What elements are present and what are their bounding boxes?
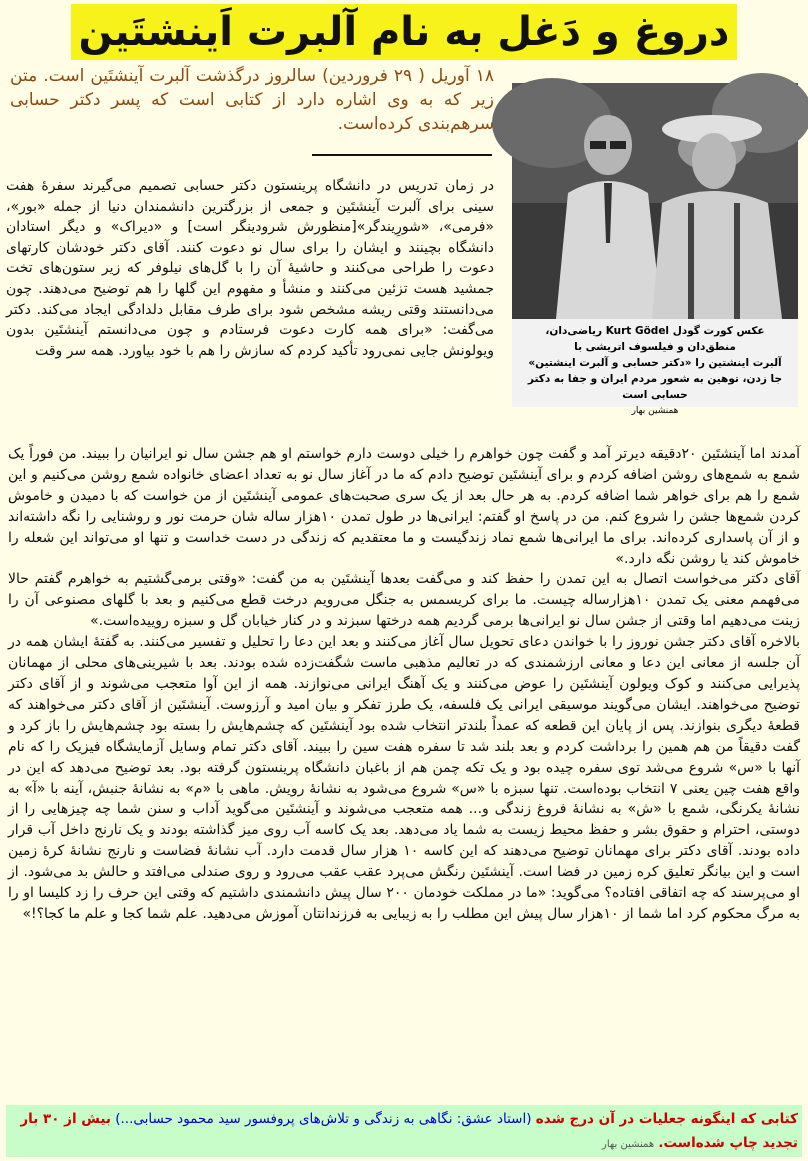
photo-of-godel-and-einstein — [512, 83, 798, 416]
caption-line-1: عکس کورت گودل Kurt Gödel ریاضی‌دان، — [545, 325, 765, 337]
caption-line-3: آلبرت اینشتین را «دکتر حسابی و آلبرت اینشتین» — [528, 357, 782, 369]
footer-note — [6, 1105, 802, 1157]
divider-rule — [312, 154, 492, 156]
intro-paragraph: ۱۸ آوریل ( ۲۹ فروردین) سالروز درگذشت آلبرت آینشتَین است. متن زیر که به وی اشاره دارد از کتابی است که پسر دکتر حسابی سرهم‌بندی کرده‌است. — [10, 66, 494, 134]
footer-signature: همنشین بهار — [602, 1139, 655, 1150]
body-paragraph-3: آقای دکتر می‌خواست اتصال به این تمدن را حفظ کند و می‌گفت بعدها آینشتَین به من گفت: «وقتی برمی‌گشتیم به خواهرم گفتم حالا می‌فهمم معنی یک تمدن ۱۰هزارساله چیست. ما برای کریسمس به جنگل می‌رویم درخت قطع می‌کنیم و بعد با گلهای مصنوعی آن را زینت می‌دهیم اما وقتی از جشن سال نو ایرانی‌ها برمی گردیم همه درختها سبزند و در کنار خیابان گل و سبزه روییده‌است.» — [8, 571, 800, 630]
footer-book-title: (استاد عشق: نگاهی به زندگی و تلاش‌های پروفسور سید محمود حسابی...) — [115, 1111, 532, 1127]
page-title: دروغ و دَغل به نام آلبرت اَینشتَین — [71, 4, 738, 60]
photo-caption — [512, 319, 798, 416]
footer-text-2: بیش از ۳۰ بار تجدید چاپ شده‌است. — [20, 1111, 798, 1151]
caption-signature: همنشین بهار — [631, 406, 679, 416]
caption-line-2: منطق‌دان و فیلسوف اتریشی با — [574, 341, 736, 353]
body-paragraph-4: بالاخره آقای دکتر جشن نوروز را با خواندن دعای تحویل سال آغاز می‌کنند و بعد این دعا را تحلیل و تفسیر می‌کنند. به گفتهٔ ایشان همه در آن جلسه از معانی این دعا و معانی ارزشمندی که در تعالیم مذهبی ماست شگفت‌زده شده بودند. بعد با شیرینی‌های محلی از مهمانان پذیرایی می‌کنند و کوک ویولون آینشتَین را عوض می‌کنند و یک آهنگ ایرانی می‌نوازند. همه از این آوا متعجب می‌شوند و از آقای دکتر توضیح می‌خواهند. ایشان می‌گویند موسیقی ایرانی یک فلسفه، یک طرز تفکر و بیان امید و آرزوست. آینشتَین از آقای دکتر می‌خواهند که قطعهٔ دیگری بنوازند. پس از پایان این قطعه که عمداً بلندتر انتخاب شده بود آینشتَین که چشم‌هایش را بسته بود چشم‌هایش را باز کرد و گفت دقیقاً من هم همین را برداشت کردم و بعد بلند شد تا سفره هفت سین را ببیند. آقای دکتر تمام وسایل آزمایشگاه فیزیک را که نام آنها با «س» شروع می‌شد توی سفره چیده بود و یک تکه چمن هم از باغبان دانشگاه پرینستون گرفته بود. بعد توضیح می‌دهد که این در واقع هفت چین یعنی ۷ انتخاب بوده‌است. تنها سبزه با «س» شروع می‌شود به نشانهٔ رویش. ماهی با «م» به نشانهٔ جنبش، آینه با «آ» به نشانهٔ یکرنگی، شمع با «ش» به نشانهٔ فروغ زندگی و... همه متعجب می‌شوند و آینشتَین می‌گوید آداب و سنن شما چه چیزهایی را از دوستی، احترام و حقوق بشر و حفظ محیط زیست به شما یاد می‌دهد. بعد یک کاسه آب روی میز گذاشته بودند و یک نارنج داخل آب قرار داده بودند. آقای دکتر برای مهمانان توضیح می‌دهند که این کاسه ۱۰ هزار سال قدمت دارد. آب نشانهٔ فضاست و نارنج نشانهٔ کرهٔ زمین است و این بیانگر تعلیق کره زمین در فضا است. آینشتَین رنگش می‌پرد عقب عقب می‌رود و روی صندلی می‌افتد و حالش بد می‌شود. از او می‌پرسند که چه اتفاقی افتاده؟ می‌گوید: «ما در مملکت خودمان ۲۰۰ سال پیش دانشمندی داشتیم که وقتی این حرف را زد کلیسا او را به مرگ محکوم کرد اما شما از ۱۰هزار سال پیش این مطلب را به زیبایی به فرزندانتان آموزش می‌دهید. علم شما کجا و علم ما کجا؟!» — [8, 634, 801, 922]
body-paragraph-2: آمدند اما آینشتَین ۲۰دقیقه دیرتر آمد و گفت چون خواهرم را خیلی دوست دارم خواستم او هم جشن سال نو ایرانیان را ببیند. من فوراً یک شمع به شمع‌های روشن اضافه کردم و برای آینشتَین توضیح دادم که ما در آغاز سال نو به تعداد اعضای خانواده شمع روشن می‌کنیم و این شمع را هم برای خواهر شما اضافه کردم. به هر حال بعد از یک سری صحبت‌های عمومی آینشتَین از من خواست که با دمیدن و خاموش کردن شمع‌ها جشن را شروع کنم. من در پاسخ او گفتم: ایرانی‌ها در طول تمدن ۱۰هزار ساله شان حرمت نور و روشنایی را نگه داشته‌اند و از آن پاسداری کرده‌اند. برای ما ایرانی‌ها شمع نماد زندگیست و ما معتقدیم که زندگی در دست خداست و تنها او می‌تواند این شعله را خاموش کند یا روشن نگه دارد.» — [8, 446, 801, 567]
title-bar — [0, 4, 808, 60]
body-paragraph-1: در زمان تدریس در دانشگاه پرینستون دکتر حسابی تصمیم می‌گیرند سفرهٔ هفت سینی برای آلبرت آینشتَین و جمعی از بزرگترین دانشمندان دنیا از جمله «بور»، «فرمی»، «شورِیندگر»[منظورش شرودینگر است] و «دیراک» و دیگر استادان دانشگاه بچینند و ایشان را برای سال نو دعوت کنند. آقای دکتر خودشان کارتهای دعوت را طراحی می‌کنند و حاشیهٔ آن را با گل‌های نیلوفر که زیر ستون‌های تخت جمشید هست تزئین می‌کنند و منشأ و مفهوم این گلها را هم توضیح می‌دهند. چون می‌دانستند وقتی ریشه مشخص شود برای طرف مقابل دلدادگی ایجاد می‌کند. دکتر می‌گفت: «برای همه کارت دعوت فرستادم و چون می‌دانستم آینشتَین بدون ویولونش جایی نمی‌رود تأکید کردم که سازش را هم با خود بیاورد. همه سر وقت — [6, 178, 494, 359]
body-text-narrow — [6, 176, 494, 361]
footer-text-1: کتابی که اینگونه جعلیات در آن درج شده — [535, 1111, 798, 1127]
caption-line-4: جا زدن، توهین به شعور مردم ایران و جفا به دکتر حسابی است — [527, 373, 783, 401]
photo-image — [512, 83, 798, 319]
body-text-wide — [8, 444, 800, 925]
